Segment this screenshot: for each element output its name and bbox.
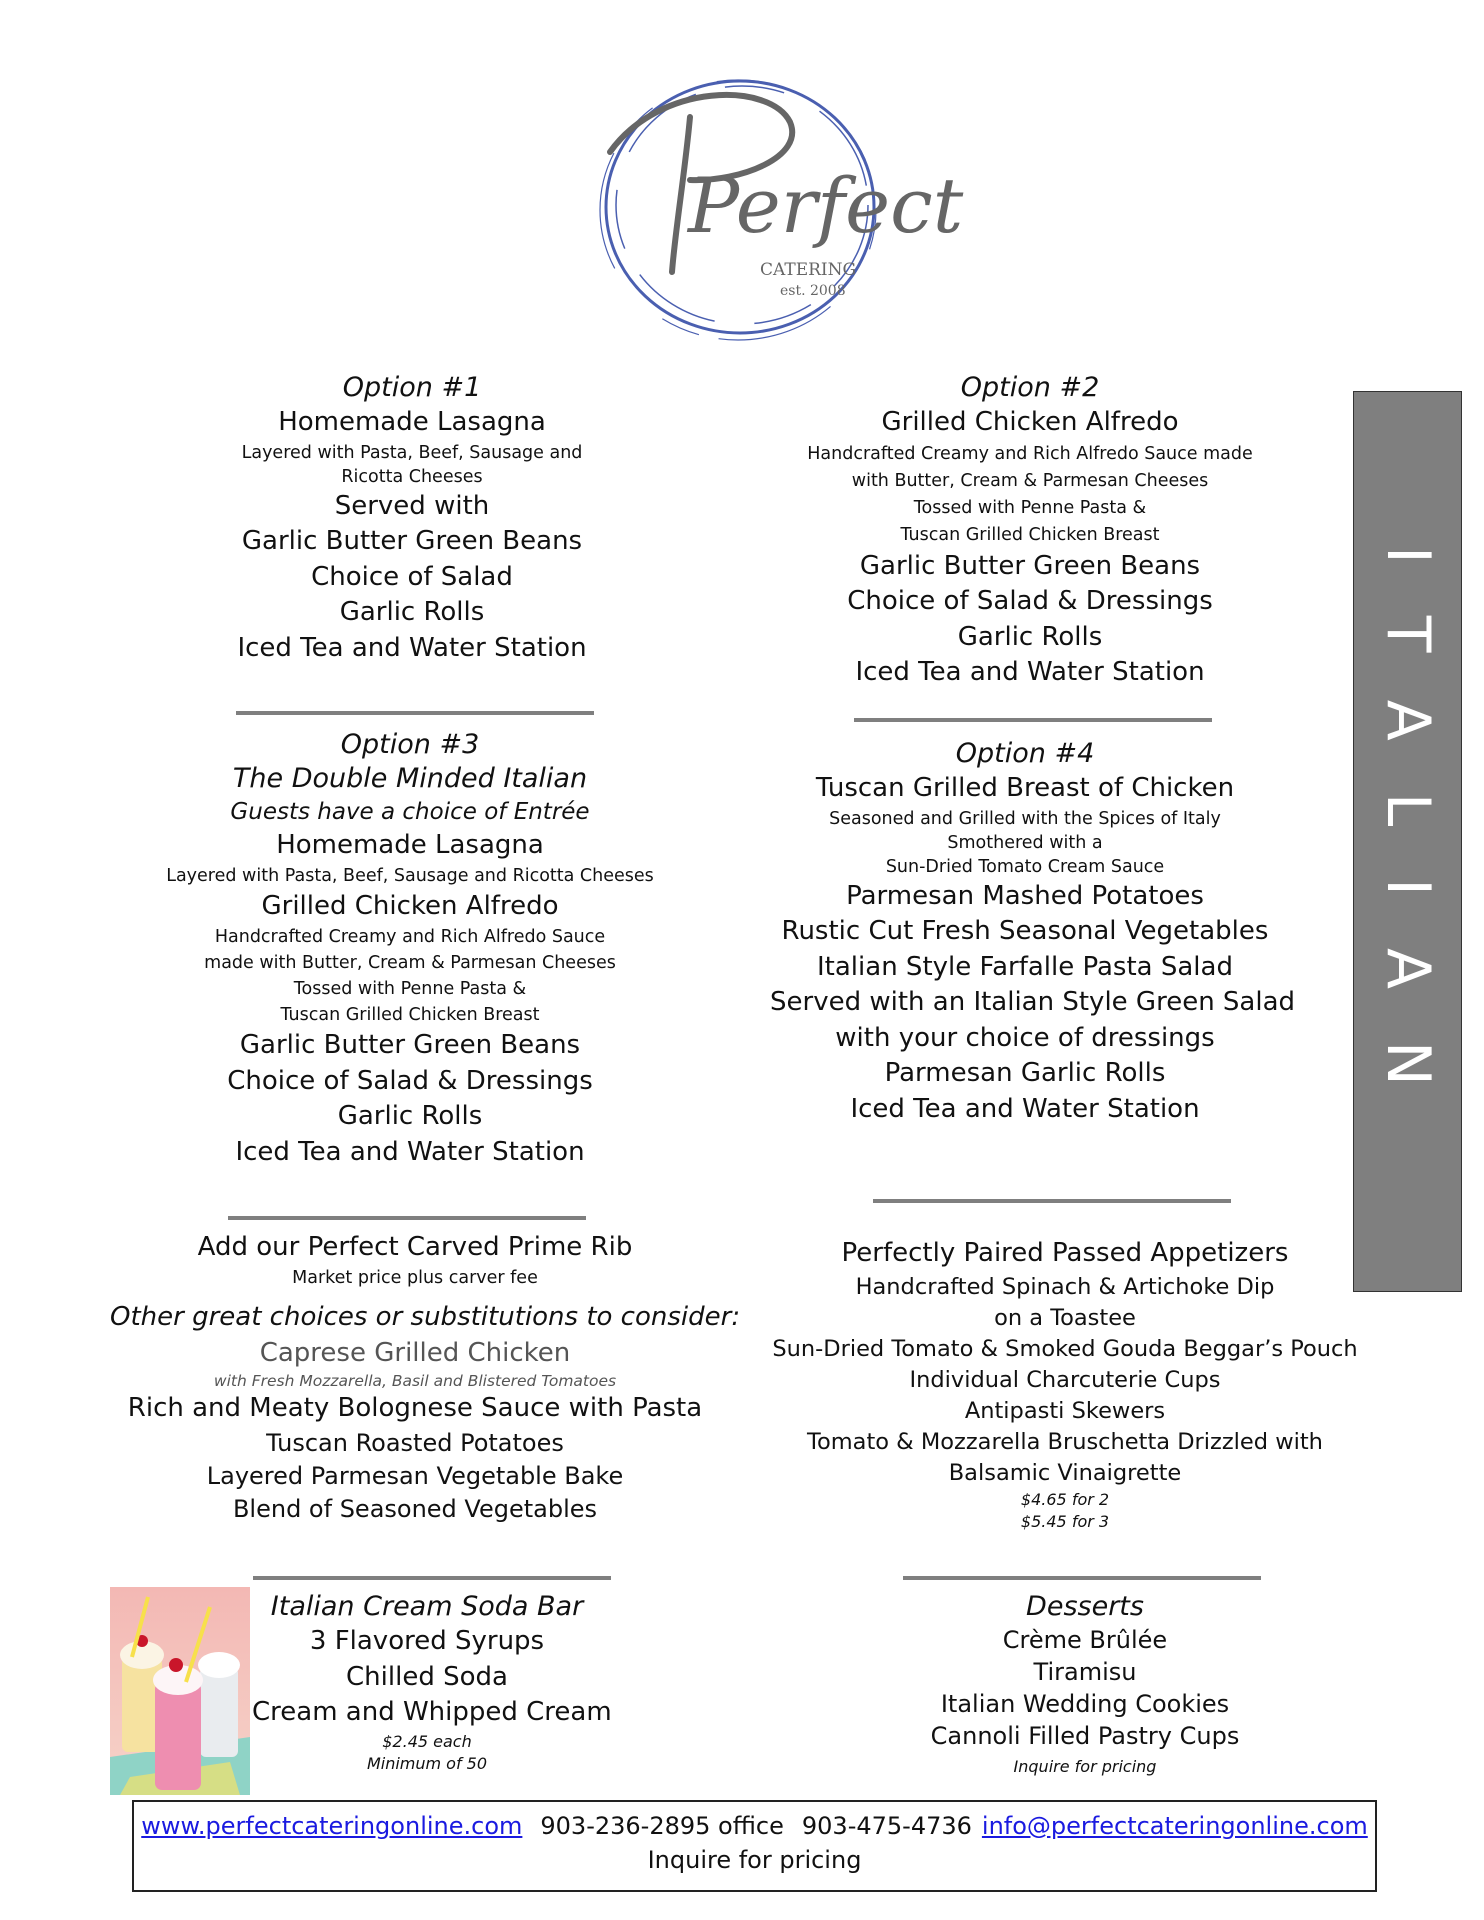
perfect-catering-logo	[590, 62, 964, 352]
option-1-side: Garlic Rolls	[339, 597, 485, 627]
option-1-desc: Ricotta Cheeses	[341, 466, 483, 487]
soda-bar-title: Italian Cream Soda Bar	[270, 1591, 584, 1622]
option-2	[760, 371, 1300, 691]
logo-established: est. 2008	[780, 283, 846, 299]
appetizer-item: on a Toastee	[994, 1304, 1136, 1331]
option-1-served: Served with	[334, 490, 490, 521]
divider	[228, 1216, 586, 1220]
option-3-side: Iced Tea and Water Station	[235, 1136, 585, 1167]
option-3-desc: Tuscan Grilled Chicken Breast	[280, 1005, 540, 1025]
contact-row	[134, 1812, 1375, 1840]
option-1-side: Garlic Butter Green Beans	[241, 526, 583, 556]
option-2-desc: Handcrafted Creamy and Rich Alfredo Sauce made	[807, 443, 1253, 464]
soda-bar-item: 3 Flavored Syrups	[309, 1626, 545, 1656]
side-tab	[1353, 391, 1462, 1292]
appetizer-price: $5.45 for 3	[1020, 1511, 1110, 1531]
option-4	[770, 737, 1296, 1127]
dessert-item: Italian Wedding Cookies	[940, 1690, 1230, 1718]
option-3-desc: Tossed with Penne Pasta &	[293, 979, 527, 999]
option-4-side: Italian Style Farfalle Pasta Salad	[817, 951, 1233, 982]
option-4-main: Tuscan Grilled Breast of Chicken	[815, 773, 1235, 803]
option-3-desc: made with Butter, Cream & Parmesan Cheeses	[204, 953, 616, 973]
option-2-side: Iced Tea and Water Station	[855, 657, 1205, 687]
footer-note: Inquire for pricing	[647, 1846, 862, 1874]
option-1-side: Iced Tea and Water Station	[237, 632, 587, 663]
option-3-main-2: Grilled Chicken Alfredo	[261, 890, 559, 921]
appetizer-item: Tomato & Mozzarella Bruschetta Drizzled with	[807, 1428, 1323, 1455]
soda-bar-price: $2.45 each	[382, 1731, 472, 1751]
appetizer-item: Handcrafted Spinach & Artichoke Dip	[855, 1273, 1275, 1300]
desserts-title: Desserts	[1026, 1591, 1144, 1622]
appetizer-price: $4.65 for 2	[1020, 1489, 1110, 1509]
phone-2: 903-475-4736	[801, 1812, 972, 1840]
substitution-desc: with Fresh Mozzarella, Basil and Blistered Tomatoes	[213, 1372, 617, 1390]
desserts-section	[910, 1590, 1260, 1782]
option-2-title: Option #2	[960, 372, 1100, 403]
substitution-item: Caprese Grilled Chicken	[259, 1337, 571, 1368]
option-4-desc: Seasoned and Grilled with the Spices of Italy	[829, 808, 1221, 829]
option-3-side: Garlic Rolls	[337, 1101, 483, 1131]
divider	[236, 711, 594, 715]
appetizer-item: Antipasti Skewers	[964, 1397, 1166, 1424]
divider	[873, 1199, 1231, 1203]
website-link[interactable]: www.perfectcateringonline.com	[141, 1812, 523, 1840]
option-2-main: Grilled Chicken Alfredo	[881, 407, 1179, 437]
option-4-side: with your choice of dressings	[835, 1022, 1215, 1053]
appetizers-title: Perfectly Paired Passed Appetizers	[841, 1238, 1289, 1268]
side-tab-text: ITALIAN	[1372, 545, 1443, 1138]
option-3-main-1: Homemade Lasagna	[276, 830, 544, 860]
substitution-item: Blend of Seasoned Vegetables	[232, 1494, 598, 1523]
option-4-side: Served with an Italian Style Green Salad	[770, 987, 1296, 1017]
option-3-side: Choice of Salad & Dressings	[227, 1065, 593, 1096]
option-2-desc: Tuscan Grilled Chicken Breast	[900, 524, 1160, 545]
option-1-main: Homemade Lasagna	[278, 407, 546, 437]
substitutions-heading: Other great choices or substitutions to consider:	[110, 1301, 741, 1332]
appetizer-item: Balsamic Vinaigrette	[948, 1459, 1182, 1486]
substitution-item: Layered Parmesan Vegetable Bake	[206, 1461, 624, 1490]
prime-rib-title: Add our Perfect Carved Prime Rib	[197, 1232, 633, 1262]
dessert-item: Tiramisu	[1033, 1658, 1137, 1686]
option-4-side: Iced Tea and Water Station	[850, 1093, 1200, 1124]
option-3-side: Garlic Butter Green Beans	[239, 1030, 581, 1060]
option-3-title: Option #3	[340, 729, 480, 760]
option-2-side: Garlic Rolls	[957, 621, 1103, 652]
option-1-desc: Layered with Pasta, Beef, Sausage and	[241, 442, 583, 463]
soda-bar-section	[252, 1590, 612, 1775]
appetizer-item: Sun-Dried Tomato & Smoked Gouda Beggar’s Pouch	[772, 1335, 1358, 1362]
divider	[253, 1576, 611, 1580]
option-4-side: Parmesan Mashed Potatoes	[846, 880, 1204, 911]
option-2-side: Choice of Salad & Dressings	[847, 586, 1213, 616]
appetizer-item: Individual Charcuterie Cups	[909, 1366, 1221, 1393]
cream-soda-photo	[110, 1587, 250, 1795]
soda-bar-item: Cream and Whipped Cream	[252, 1697, 612, 1727]
dessert-item: Cannoli Filled Pastry Cups	[930, 1722, 1240, 1750]
option-1-side: Choice of Salad	[311, 561, 513, 592]
prime-rib-section	[110, 1230, 741, 1526]
desserts-note: Inquire for pricing	[1013, 1757, 1157, 1776]
option-2-desc: Tossed with Penne Pasta &	[913, 497, 1147, 518]
option-2-desc: with Butter, Cream & Parmesan Cheeses	[851, 470, 1209, 491]
option-3-desc: Handcrafted Creamy and Rich Alfredo Sauce	[214, 927, 606, 947]
substitution-item: Tuscan Roasted Potatoes	[266, 1428, 564, 1457]
office-phone: 903-236-2895 office	[540, 1812, 784, 1840]
substitution-item: Rich and Meaty Bolognese Sauce with Pasta	[127, 1393, 703, 1423]
option-4-desc: Smothered with a	[947, 832, 1103, 853]
logo-script: Perfect	[688, 161, 964, 250]
option-4-desc: Sun-Dried Tomato Cream Sauce	[885, 856, 1165, 877]
logo-word: CATERING	[760, 260, 857, 280]
contact-footer	[132, 1800, 1377, 1892]
option-1	[172, 371, 652, 666]
dessert-item: Crème Brûlée	[1002, 1626, 1168, 1654]
option-4-title: Option #4	[955, 738, 1095, 769]
option-4-side: Parmesan Garlic Rolls	[884, 1058, 1166, 1088]
option-2-side: Garlic Butter Green Beans	[859, 550, 1201, 581]
prime-rib-note: Market price plus carver fee	[292, 1267, 538, 1288]
appetizers-section	[770, 1236, 1360, 1533]
option-3-desc: Layered with Pasta, Beef, Sausage and Ricotta Cheeses	[166, 865, 654, 886]
option-4-side: Rustic Cut Fresh Seasonal Vegetables	[781, 916, 1269, 946]
option-1-title: Option #1	[342, 372, 482, 403]
option-3-note: Guests have a choice of Entrée	[230, 799, 590, 825]
divider	[903, 1576, 1261, 1580]
option-3-subtitle: The Double Minded Italian	[232, 763, 588, 794]
soda-bar-item: Chilled Soda	[346, 1661, 508, 1692]
soda-bar-minimum: Minimum of 50	[366, 1753, 488, 1773]
divider	[854, 718, 1212, 722]
email-link[interactable]: info@perfectcateringonline.com	[981, 1812, 1368, 1840]
option-3	[160, 728, 660, 1170]
